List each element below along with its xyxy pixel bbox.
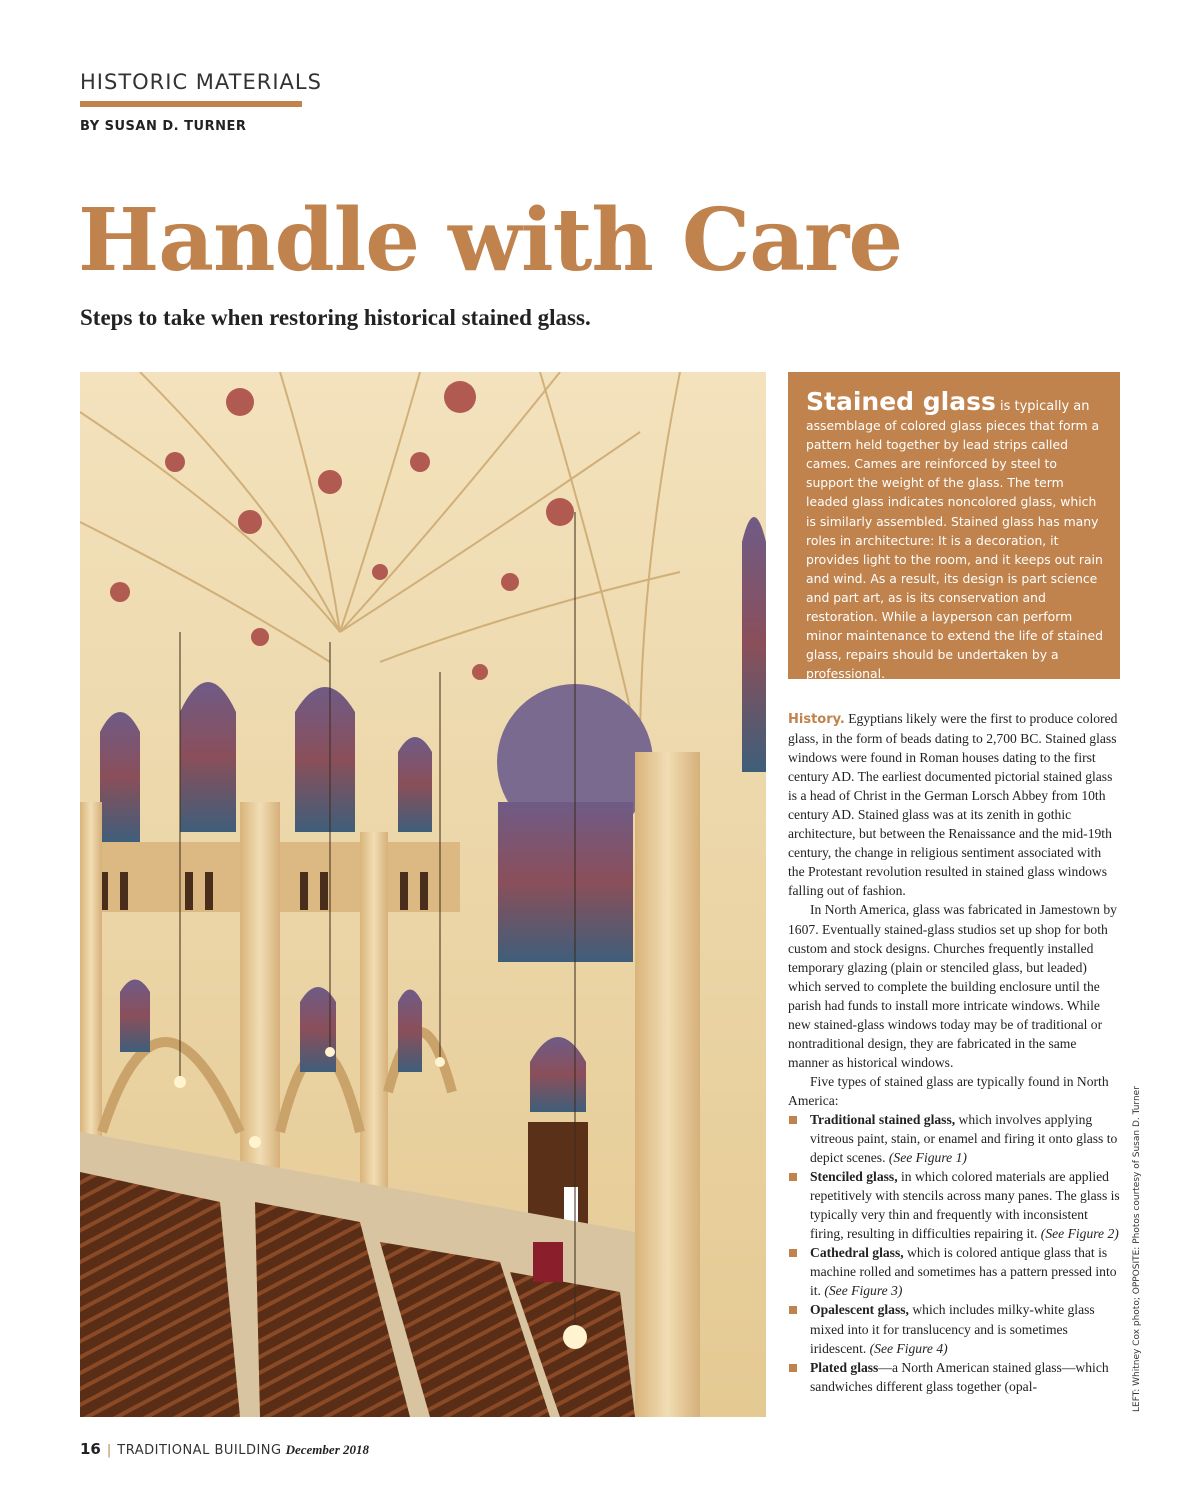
article-deck: Steps to take when restoring historical stained glass.: [80, 305, 591, 330]
issue-date: December 2018: [285, 1442, 369, 1457]
body-column: [788, 709, 1120, 1396]
list-item: Plated glass—a North American stained glass—which sandwiches different glass together (opal-: [788, 1358, 1120, 1396]
list-item: Opalescent glass, which includes milky-white glass mixed into it for translucency and is sometimes iridescent. (See Figure 4): [788, 1300, 1120, 1357]
list-item: Traditional stained glass, which involves applying vitreous paint, stain, or enamel and firing it onto glass to depict scenes. (See Figure 1): [788, 1110, 1120, 1167]
publication-name: TRADITIONAL BUILDING: [117, 1443, 282, 1458]
intro-callout: [788, 372, 1120, 682]
callout-first-words: is typically an: [995, 399, 1090, 414]
section-rule: [80, 101, 302, 107]
list-item: Stenciled glass, in which colored materials are applied repetitively with stencils across many panes. The glass is typically very thin and frequently with inconsistent firing, resulting in difficulties repairing it. (See Figure 2): [788, 1167, 1120, 1243]
article-title: Handle with Care: [78, 190, 903, 291]
callout-text: assemblage of colored glass pieces that form a pattern held together by lead strips called cames. Cames are reinforced by steel to support the weight of the glass. The term leaded glass indicates noncolored glass, which is similarly assembled. Stained glass has many roles in architecture: It is a decoration, it provides light to the room, and it keeps out rain and wind. As a result, its design is part science and part art, as is its conservation and restoration. While a layperson can perform minor maintenance to extend the life of stained glass, repairs should be undertaken by a professional.: [806, 418, 1103, 682]
paragraph-2: In North America, glass was fabricated in Jamestown by 1607. Eventually stained-glass studios set up shop for both custom and stock designs. Churches frequently installed temporary glazing (plain or stenciled glass, but leaded) which served to complete the building enclosure until the parish had funds to install more intricate windows. While new stained-glass windows today may be of traditional or nontraditional design, they are fabricated in the same manner as historical windows.: [788, 902, 1117, 1070]
byline: BY SUSAN D. TURNER: [80, 119, 247, 134]
history-runin: History.: [788, 712, 845, 727]
history-paragraph: [788, 709, 1120, 900]
paragraph-3: Five types of stained glass are typically found in North America:: [788, 1073, 1109, 1108]
photo-credit: LEFT: Whitney Cox photo; OPPOSITE: Photos courtesy of Susan D. Turner: [1132, 1086, 1142, 1412]
history-text: Egyptians likely were the first to produce colored glass, in the form of beads dating to 2,700 BC. Stained glass windows were found in Roman houses dating to the first century AD. The earliest documented pictorial stained glass is a head of Christ in the German Lorsch Abbey from 10th century AD. Stained glass was at its zenith in gothic architecture, but between the Renaissance and the mid-19th century, the change in religious sentiment associated with the Protestant revolution resulted in stained glass windows falling out of fashion.: [788, 711, 1118, 899]
footer-separator: |: [106, 1443, 112, 1458]
page-footer: [80, 1440, 369, 1458]
callout-lead: Stained glass: [806, 387, 996, 416]
cathedral-photo: [80, 372, 766, 1417]
section-label: HISTORIC MATERIALS: [80, 70, 322, 94]
list-item: Cathedral glass, which is colored antique glass that is machine rolled and sometimes has a pattern pressed into it. (See Figure 3): [788, 1243, 1120, 1300]
page-number: 16: [80, 1440, 101, 1458]
glass-types-list: [788, 1110, 1120, 1396]
